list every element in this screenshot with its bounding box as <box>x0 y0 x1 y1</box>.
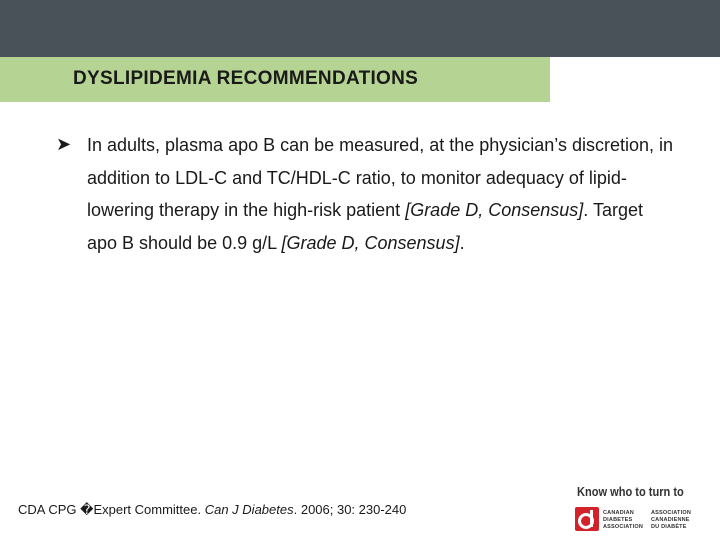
recommendation-text-part-3: . <box>459 232 465 253</box>
recommendation-text-part-1: In adults, plasma apo B can be measured, at the physician’s discretion, in addition to LDL-C and TC/HDL-C ratio, to monitor adequacy of lipid-lowering therapy in the high-risk patient <box>87 135 674 220</box>
logo-org-en-line: ASSOCIATION <box>603 524 643 530</box>
logo-org-en-line: DIABETES <box>603 517 633 523</box>
logo-org-en-line: CANADIAN <box>603 510 634 516</box>
arrow-bullet-icon: ➤ <box>56 134 72 154</box>
journal-name: Can J Diabetes <box>204 502 294 517</box>
reference-suffix: . 2006; 30: 230-240 <box>293 502 407 517</box>
slide-title: DYSLIPIDEMIA RECOMMENDATIONS <box>73 68 419 89</box>
recommendation-text-part-2: . Target apo B should be 0.9 g/L <box>87 200 643 253</box>
logo-org-fr-line: DU DIABÈTE <box>651 524 687 530</box>
top-header-band <box>0 0 720 57</box>
reference-prefix: CDA CPG �Expert Committee. <box>18 502 205 517</box>
logo-tagline: Know who to turn to <box>577 484 684 499</box>
logo-org-name-en <box>603 510 643 531</box>
logo-org-fr-line: ASSOCIATION <box>651 510 691 516</box>
recommendation-text <box>87 129 677 259</box>
footer-reference <box>18 502 406 518</box>
logo-org-fr-line: CANADIENNE <box>651 517 690 523</box>
cda-logo-icon <box>575 507 599 531</box>
grade-label-1: [Grade D, Consensus] <box>405 200 584 220</box>
logo-org-name-fr <box>651 510 691 531</box>
grade-label-2: [Grade D, Consensus] <box>281 232 460 253</box>
